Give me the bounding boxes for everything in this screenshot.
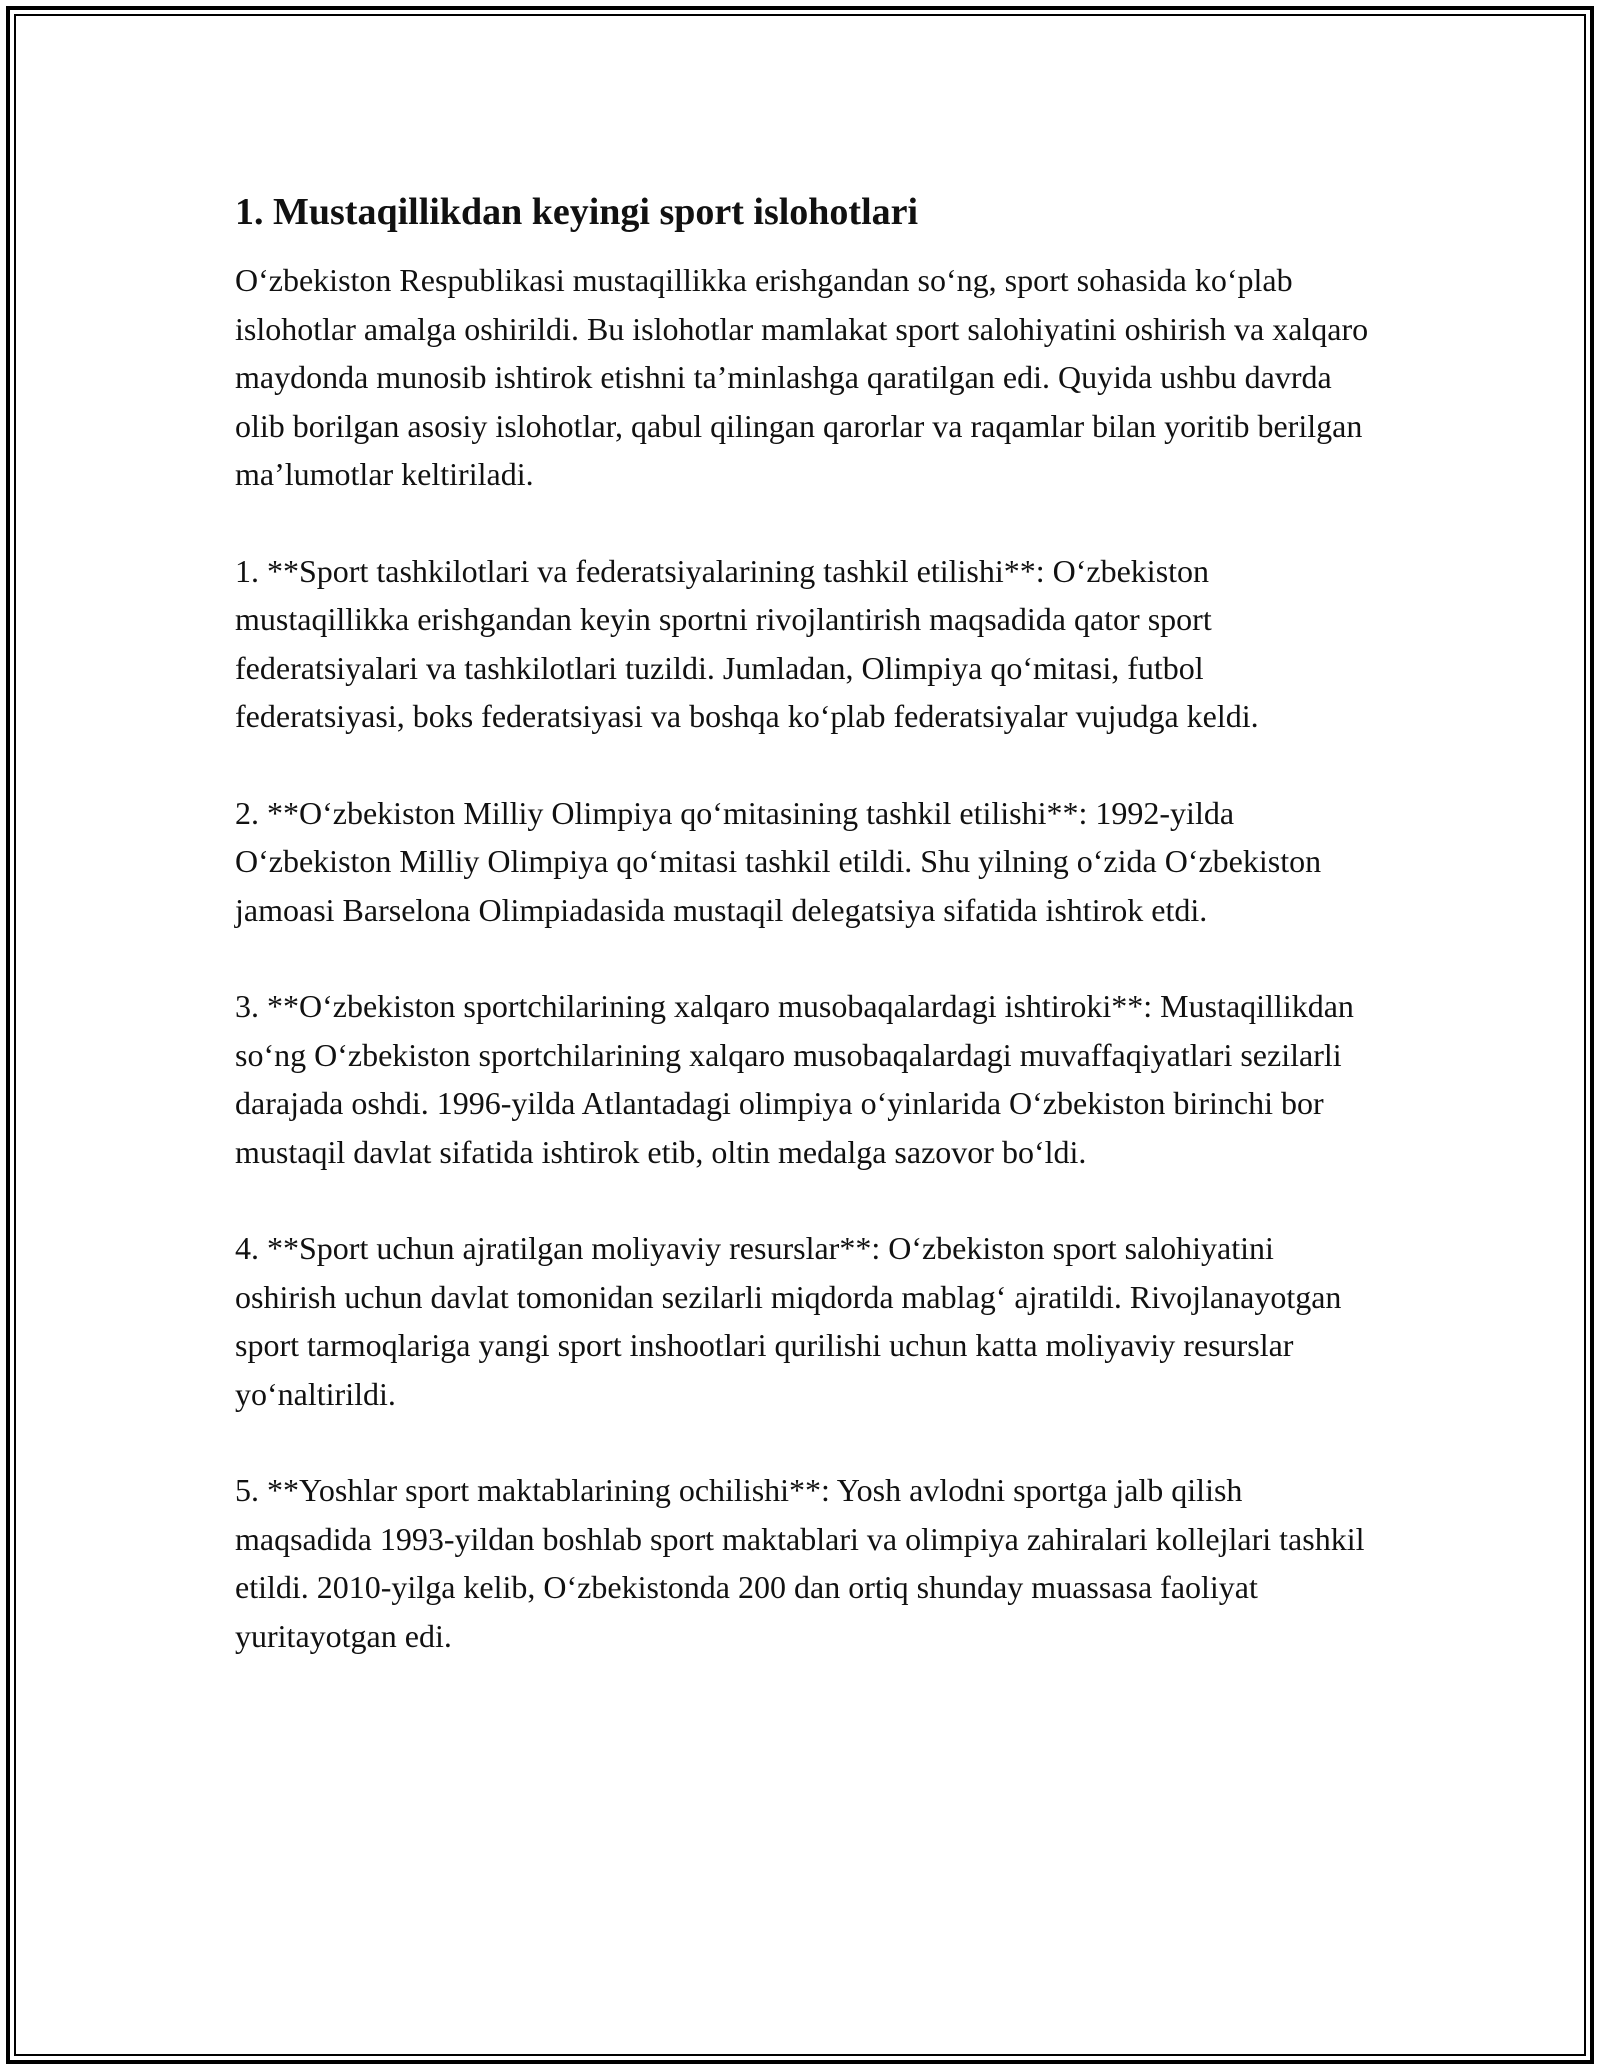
- document-body: [235, 186, 1375, 1708]
- section-heading: 1. Mustaqillikdan keyingi sport islohotlari: [235, 191, 919, 233]
- list-item-olympic-committee: 2. **O‘zbekiston Milliy Olimpiya qo‘mitasining tashkil etilishi**: 1992-yilda O‘zbekiston Milliy Olimpiya qo‘mitasi tashkil etildi. Shu yilning o‘zida O‘zbekiston jamoasi Barselona Olimpiadasida mustaqil delegatsiya sifatida ishtirok etdi.: [235, 794, 1322, 928]
- list-item-financial-resources: 4. **Sport uchun ajratilgan moliyaviy resurslar**: O‘zbekiston sport salohiyatini oshirish uchun davlat tomonidan sezilarli miqdorda mablag‘ ajratildi. Rivojlanayotgan sport tarmoqlariga yangi sport inshootlari qurilishi uchun katta moliyaviy resurslar yo‘naltirildi.: [235, 1230, 1342, 1412]
- list-item-international-competitions: 3. **O‘zbekiston sportchilarining xalqaro musobaqalardagi ishtiroki**: Mustaqillikdan so‘ng O‘zbekiston sportchilarining xalqaro musobaqalardagi muvaffaqiyatlari sezilarli darajada oshdi. 1996-yilda Atlantadagi olimpiya o‘yinlarida O‘zbekiston birinchi bor mustaqil davlat sifatida ishtirok etib, oltin medalga sazovor bo‘ldi.: [235, 988, 1354, 1170]
- list-item-youth-sport-schools: 5. **Yoshlar sport maktablarining ochilishi**: Yosh avlodni sportga jalb qilish maqsadida 1993-yildan boshlab sport maktablari va olimpiya zahiralari kollejlari tashkil etildi. 2010-yilga kelib, O‘zbekistonda 200 dan ortiq shunday muassasa faoliyat yuritayotgan edi.: [235, 1472, 1365, 1654]
- intro-paragraph: O‘zbekiston Respublikasi mustaqillikka erishgandan so‘ng, sport sohasida ko‘plab islohotlar amalga oshirildi. Bu islohotlar mamlakat sport salohiyatini oshirish va xalqaro maydonda munosib ishtirok etishni ta’minlashga qaratilgan edi. Quyida ushbu davrda olib borilgan asosiy islohotlar, qabul qilingan qarorlar va raqamlar bilan yoritib berilgan ma’lumotlar keltiriladi.: [235, 262, 1369, 492]
- list-item-sport-organizations: 1. **Sport tashkilotlari va federatsiyalarining tashkil etilishi**: O‘zbekiston mustaqillikka erishgandan keyin sportni rivojlantirish maqsadida qator sport federatsiyalari va tashkilotlari tuzildi. Jumladan, Olimpiya qo‘mitasi, futbol federatsiyasi, boks federatsiyasi va boshqa ko‘plab federatsiyalar vujudga keldi.: [235, 552, 1259, 734]
